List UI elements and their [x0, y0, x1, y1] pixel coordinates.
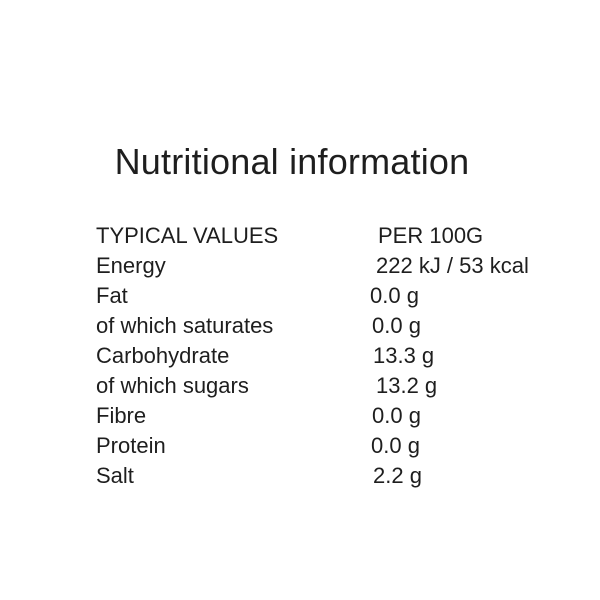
nutrient-label: of which saturates	[96, 313, 274, 338]
table-header-row	[96, 221, 556, 251]
nutrient-value: 0.0 g	[370, 283, 419, 308]
nutrient-label: Fibre	[96, 403, 147, 428]
table-row	[96, 401, 556, 431]
nutrient-label: Salt	[96, 463, 134, 488]
header-label-typical-values: TYPICAL VALUES	[96, 223, 279, 248]
table-row	[96, 281, 556, 311]
table-row	[96, 371, 556, 401]
nutrient-value: 0.0 g	[372, 313, 421, 338]
nutrient-label: Carbohydrate	[96, 343, 230, 368]
nutrient-value: 13.2 g	[376, 373, 438, 398]
nutrition-table	[96, 221, 556, 491]
table-row	[96, 251, 556, 281]
page-title: Nutritional information	[114, 141, 470, 182]
nutrient-label: Energy	[96, 253, 166, 278]
table-row	[96, 431, 556, 461]
nutrient-value: 0.0 g	[371, 433, 420, 458]
nutrient-label: Protein	[96, 433, 166, 458]
nutrient-value: 13.3 g	[373, 343, 435, 368]
table-row	[96, 341, 556, 371]
table-row	[96, 461, 556, 491]
nutrient-label: Fat	[96, 283, 128, 308]
table-row	[96, 311, 556, 341]
nutrient-label: of which sugars	[96, 373, 249, 398]
nutrient-value: 2.2 g	[373, 463, 422, 488]
nutrient-value: 222 kJ / 53 kcal	[376, 253, 529, 278]
header-label-per-100g: PER 100G	[378, 223, 484, 248]
nutrient-value: 0.0 g	[372, 403, 421, 428]
